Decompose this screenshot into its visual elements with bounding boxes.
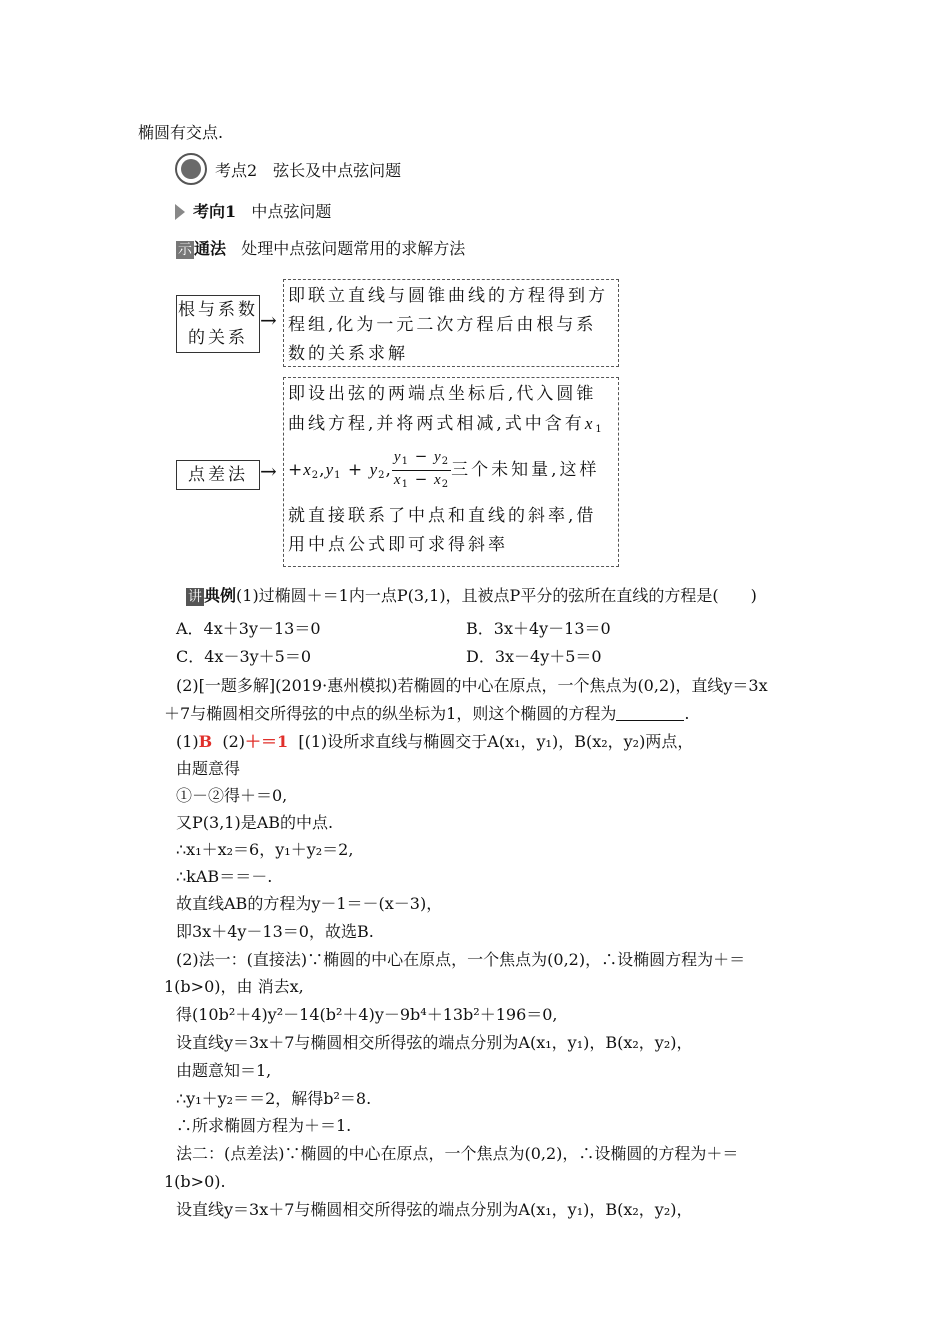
solution-line-2: 由题意得 <box>176 759 241 778</box>
solution-line-12: 设直线y＝3x＋7与椭圆相交所得弦的端点分别为A(x₁，y₁)，B(x₂，y₂)， <box>176 1033 693 1052</box>
solution-line-15: ∴所求椭圆方程为＋＝1. <box>176 1116 352 1135</box>
example-question-2-line2: ＋7与椭圆相交所得弦的中点的纵坐标为1，则这个椭圆的方程为 . <box>164 704 690 723</box>
root-coefficient-box <box>176 295 260 353</box>
desc1-line1: 即联立直线与圆锥曲线的方程得到方 <box>288 286 608 306</box>
method2-description <box>283 377 619 567</box>
solution-line-17: 1(b>0). <box>164 1172 226 1191</box>
solution-line-8: 即3x＋4y－13＝0，故选B. <box>176 922 374 941</box>
example-tag: 讲 <box>188 589 202 605</box>
desc2-line5: 用中点公式即可求得斜率 <box>288 535 508 555</box>
example-question-2-line1: (2)[一题多解](2019·惠州模拟)若椭圆的中心在原点，一个焦点为(0,2)，直线y＝3x <box>176 676 768 695</box>
method-heading <box>176 237 465 261</box>
point-difference-box: 点差法 <box>176 460 260 490</box>
solution-line-3: ①－②得＋＝0, <box>176 786 288 805</box>
slope-fraction: $\frac{y_1 - y_2}{x_1 - x_2}$ <box>393 447 450 490</box>
subsection-heading <box>193 200 331 224</box>
solution-line-5: ∴x₁＋x₂＝6，y₁＋y₂＝2, <box>176 840 354 859</box>
intro-line: 椭圆有交点. <box>138 123 224 142</box>
solution-line-4: 又P(3,1)是AB的中点. <box>176 813 334 832</box>
method-tag: 示 <box>178 242 192 258</box>
solution-line-10: 1(b>0)，由 消去x, <box>164 977 304 996</box>
answer-blank <box>616 704 684 721</box>
answer-1: B <box>198 732 213 751</box>
solution-line-18: 设直线y＝3x＋7与椭圆相交所得弦的端点分别为A(x₁，y₁)，B(x₂，y₂)， <box>176 1200 693 1219</box>
solution-line-16: 法二：(点差法)∵椭圆的中心在原点，一个焦点为(0,2)，∴设椭圆的方程为＋＝ <box>176 1144 739 1163</box>
desc2-line1: 即设出弦的两端点坐标后,代入圆锥 <box>288 384 597 404</box>
section-heading: 考点2 弦长及中点弦问题 <box>215 161 402 180</box>
solution-line-14: ∴y₁＋y₂＝＝2，解得b²＝8. <box>176 1089 372 1108</box>
option-d: D．3x－4y＋5＝0 <box>466 647 602 666</box>
method1-description <box>283 279 619 367</box>
box1-line2: 的关系 <box>188 328 248 348</box>
triangle-marker-icon <box>175 204 185 220</box>
method-label: 通法 <box>194 239 227 258</box>
solution-line-6: ∴kAB＝＝－. <box>176 867 273 886</box>
desc2-line2: 曲线方程,并将两式相减,式中含有$x_1$ <box>288 414 605 435</box>
answer-2: ＋＝1 <box>245 732 289 751</box>
solution-line-13: 由题意知＝1, <box>176 1061 272 1080</box>
example-question-1: 讲 典例(1)过椭圆＋＝1内一点P(3,1)，且被点P平分的弦所在直线的方程是( ) <box>188 586 757 605</box>
solution-line-1: (1)B (2)＋＝1 [(1)设所求直线与椭圆交于A(x₁，y₁)，B(x₂，y₂)两点， <box>176 732 694 751</box>
desc2-line3: $+x_2,y_1 + y_2$, $\frac{y_1 - y_2}{x_1 - x_2}$ 三个未知量,这样 <box>288 444 614 502</box>
option-c: C．4x－3y＋5＝0 <box>176 647 312 666</box>
solution-line-11: 得(10b²＋4)y²－14(b²＋4)y－9b⁴＋13b²＋196＝0, <box>176 1005 558 1024</box>
option-a: A．4x＋3y－13＝0 <box>176 619 321 638</box>
subsection-label: 考向1 <box>193 202 237 221</box>
example-label: 典例 <box>204 586 237 605</box>
solution-line-9: (2)法一：(直接法)∵椭圆的中心在原点，一个焦点为(0,2)，∴设椭圆方程为＋＝ <box>176 950 746 969</box>
option-b: B．3x＋4y－13＝0 <box>466 619 611 638</box>
section-circle-icon <box>175 153 207 185</box>
desc2-line4: 就直接联系了中点和直线的斜率,借 <box>288 506 597 526</box>
box1-line1: 根与系数 <box>178 300 258 320</box>
arrow-icon: → <box>260 308 277 332</box>
desc1-line3: 数的关系求解 <box>288 344 408 364</box>
arrow-icon-2: → <box>260 459 277 483</box>
method-title: 处理中点弦问题常用的求解方法 <box>241 239 466 258</box>
subsection-title: 中点弦问题 <box>251 202 332 221</box>
desc1-line2: 程组,化为一元二次方程后由根与系 <box>288 315 597 335</box>
solution-line-7: 故直线AB的方程为y－1＝－(x－3)， <box>176 894 443 913</box>
